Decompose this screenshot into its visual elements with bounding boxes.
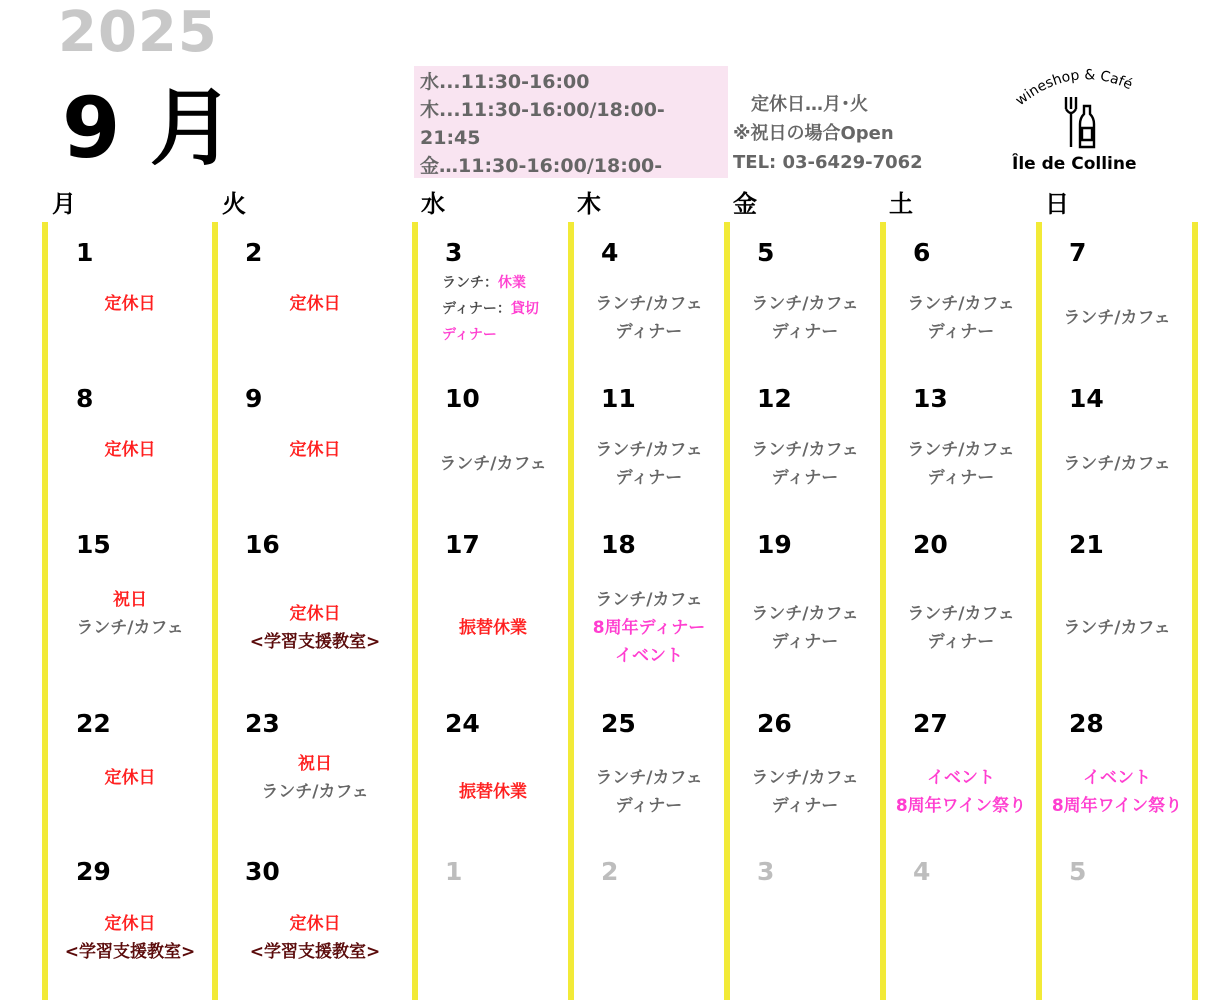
day-notes	[730, 436, 880, 492]
lunch-cafe-label: ランチ/カフェ	[1063, 308, 1171, 328]
dinner-label: ディナー	[927, 322, 995, 342]
day-notes	[218, 750, 412, 806]
hours-wed: 水...11:30-16:00	[420, 71, 590, 93]
fork-and-wine-bottle-icon	[1066, 97, 1094, 147]
study-class-label: <学習支援教室>	[249, 942, 381, 962]
lunch-cafe-label: ランチ/カフェ	[595, 590, 703, 610]
day-notes	[574, 290, 724, 346]
lunch-cafe-label: ランチ/カフェ	[907, 294, 1015, 314]
study-class-label: <学習支援教室>	[64, 942, 196, 962]
day-number: 8	[76, 384, 94, 413]
day-number: 7	[1069, 238, 1087, 267]
column-divider	[412, 222, 418, 1000]
day-notes	[1042, 450, 1192, 478]
dinner-label: ディナー	[927, 632, 995, 652]
day-notes	[886, 290, 1036, 346]
month-heading: 9 月	[62, 79, 234, 177]
lunch-cafe-label: ランチ/カフェ	[907, 440, 1015, 460]
day-number: 6	[913, 238, 931, 267]
wine-festival-label: 8周年ワイン祭り	[1051, 796, 1183, 816]
weekday-wed: 水	[421, 190, 445, 218]
wine-festival-label: 8周年ワイン祭り	[895, 796, 1027, 816]
dinner-label: ディナー	[771, 322, 839, 342]
day-number: 15	[76, 530, 111, 559]
day-notes	[1042, 764, 1192, 820]
day-notes	[1042, 614, 1192, 642]
day-notes	[886, 764, 1036, 820]
lunch-cafe-label: ランチ/カフェ	[1063, 454, 1171, 474]
day-notes	[48, 586, 212, 642]
day-number: 25	[601, 709, 636, 738]
dinner-label: ディナー	[927, 468, 995, 488]
column-divider	[1036, 222, 1042, 1000]
day-notes	[418, 614, 568, 642]
next-month-day-number: 1	[445, 857, 463, 886]
day-number: 1	[76, 238, 94, 267]
closed-label: 定休日	[104, 294, 156, 314]
dinner-status-cont: ディナー	[442, 327, 497, 343]
closed-label: 定休日	[104, 440, 156, 460]
day-number: 16	[245, 530, 280, 559]
day-number: 23	[245, 709, 280, 738]
next-month-day-number: 2	[601, 857, 619, 886]
closed-days: 定休日…月･火	[751, 94, 868, 115]
lunch-cafe-label: ランチ/カフェ	[76, 618, 184, 638]
business-hours-panel	[414, 66, 728, 178]
lunch-cafe-label: ランチ/カフェ	[751, 294, 859, 314]
day-number: 4	[601, 238, 619, 267]
lunch-cafe-label: ランチ/カフェ	[751, 440, 859, 460]
next-month-day-number: 3	[757, 857, 775, 886]
weekday-fri: 金	[733, 190, 757, 218]
day-notes	[48, 764, 212, 792]
day-notes	[730, 764, 880, 820]
day-notes	[442, 270, 566, 348]
closed-label: 定休日	[289, 914, 341, 934]
day-notes	[886, 436, 1036, 492]
day-number: 21	[1069, 530, 1104, 559]
closed-label: 定休日	[104, 768, 156, 788]
lunch-cafe-label: ランチ/カフェ	[1063, 618, 1171, 638]
weekday-sun: 日	[1045, 190, 1069, 218]
day-number: 26	[757, 709, 792, 738]
event-label: イベント	[927, 768, 995, 788]
day-number: 17	[445, 530, 480, 559]
closed-label: 定休日	[289, 440, 341, 460]
day-notes	[48, 290, 212, 318]
day-number: 5	[757, 238, 775, 267]
shop-info	[733, 90, 923, 177]
next-month-day-number: 5	[1069, 857, 1087, 886]
day-number: 9	[245, 384, 263, 413]
day-number: 13	[913, 384, 948, 413]
hours-fri: 金…11:30-16:00/18:00-	[420, 155, 663, 177]
day-number: 18	[601, 530, 636, 559]
holiday-label: 祝日	[298, 754, 332, 774]
day-number: 19	[757, 530, 792, 559]
year-heading: 2025	[58, 0, 218, 65]
anniversary-dinner-label: 8周年ディナー	[592, 618, 706, 638]
lunch-cafe-label: ランチ/カフェ	[595, 440, 703, 460]
lunch-cafe-label: ランチ/カフェ	[751, 768, 859, 788]
event-label: イベント	[1083, 768, 1151, 788]
day-notes	[730, 600, 880, 656]
lunch-cafe-label: ランチ/カフェ	[595, 294, 703, 314]
lunch-cafe-label: ランチ/カフェ	[751, 604, 859, 624]
dinner-label: ディナー	[615, 322, 683, 342]
day-number: 20	[913, 530, 948, 559]
day-notes	[574, 586, 724, 670]
day-notes	[1042, 304, 1192, 332]
dinner-label: ディナー	[771, 796, 839, 816]
day-number: 11	[601, 384, 636, 413]
day-number: 29	[76, 857, 111, 886]
column-divider	[1192, 222, 1198, 1000]
logo-tagline: wineshop & Café	[1012, 67, 1135, 109]
lunch-cafe-label: ランチ/カフェ	[907, 604, 1015, 624]
day-number: 24	[445, 709, 480, 738]
day-notes	[218, 290, 412, 318]
shop-logo	[1008, 62, 1148, 180]
telephone: TEL: 03-6429-7062	[733, 152, 923, 173]
day-notes	[886, 600, 1036, 656]
lunch-cafe-label: ランチ/カフェ	[595, 768, 703, 788]
dinner-label: ディナー	[615, 468, 683, 488]
lunch-cafe-label: ランチ/カフェ	[261, 782, 369, 802]
day-notes	[218, 436, 412, 464]
next-month-day-number: 4	[913, 857, 931, 886]
day-number: 3	[445, 238, 463, 267]
dinner-label: ディナー	[771, 632, 839, 652]
weekday-mon: 月	[52, 190, 76, 218]
day-number: 14	[1069, 384, 1104, 413]
closed-label: 定休日	[104, 914, 156, 934]
study-class-label: <学習支援教室>	[249, 632, 381, 652]
day-notes	[418, 778, 568, 806]
dinner-label: ディナー	[615, 796, 683, 816]
day-notes	[218, 600, 412, 656]
substitute-closed-label: 振替休業	[459, 618, 527, 638]
dinner-label: ディナー	[771, 468, 839, 488]
holiday-label: 祝日	[113, 590, 147, 610]
day-number: 2	[245, 238, 263, 267]
weekday-sat: 土	[889, 190, 913, 218]
substitute-closed-label: 振替休業	[459, 782, 527, 802]
day-notes	[574, 764, 724, 820]
day-number: 28	[1069, 709, 1104, 738]
day-number: 12	[757, 384, 792, 413]
logo-name: Île de Colline	[1012, 154, 1137, 174]
day-number: 10	[445, 384, 480, 413]
day-notes	[574, 436, 724, 492]
dinner-status: ディナー：貸切	[442, 301, 539, 317]
holiday-note: ※祝日の場合Open	[733, 123, 894, 144]
lunch-status: ランチ：休業	[442, 275, 526, 291]
day-number: 22	[76, 709, 111, 738]
day-notes	[418, 450, 568, 478]
day-notes	[48, 436, 212, 464]
day-notes	[48, 910, 212, 966]
day-notes	[730, 290, 880, 346]
hours-thu: 木...11:30-16:00/18:00-21:45	[420, 99, 665, 149]
closed-label: 定休日	[289, 604, 341, 624]
weekday-thu: 木	[577, 190, 601, 218]
weekday-tue: 火	[222, 190, 246, 218]
day-notes	[218, 910, 412, 966]
closed-label: 定休日	[289, 294, 341, 314]
day-number: 30	[245, 857, 280, 886]
event-label: イベント	[615, 646, 683, 666]
day-number: 27	[913, 709, 948, 738]
lunch-cafe-label: ランチ/カフェ	[439, 454, 547, 474]
